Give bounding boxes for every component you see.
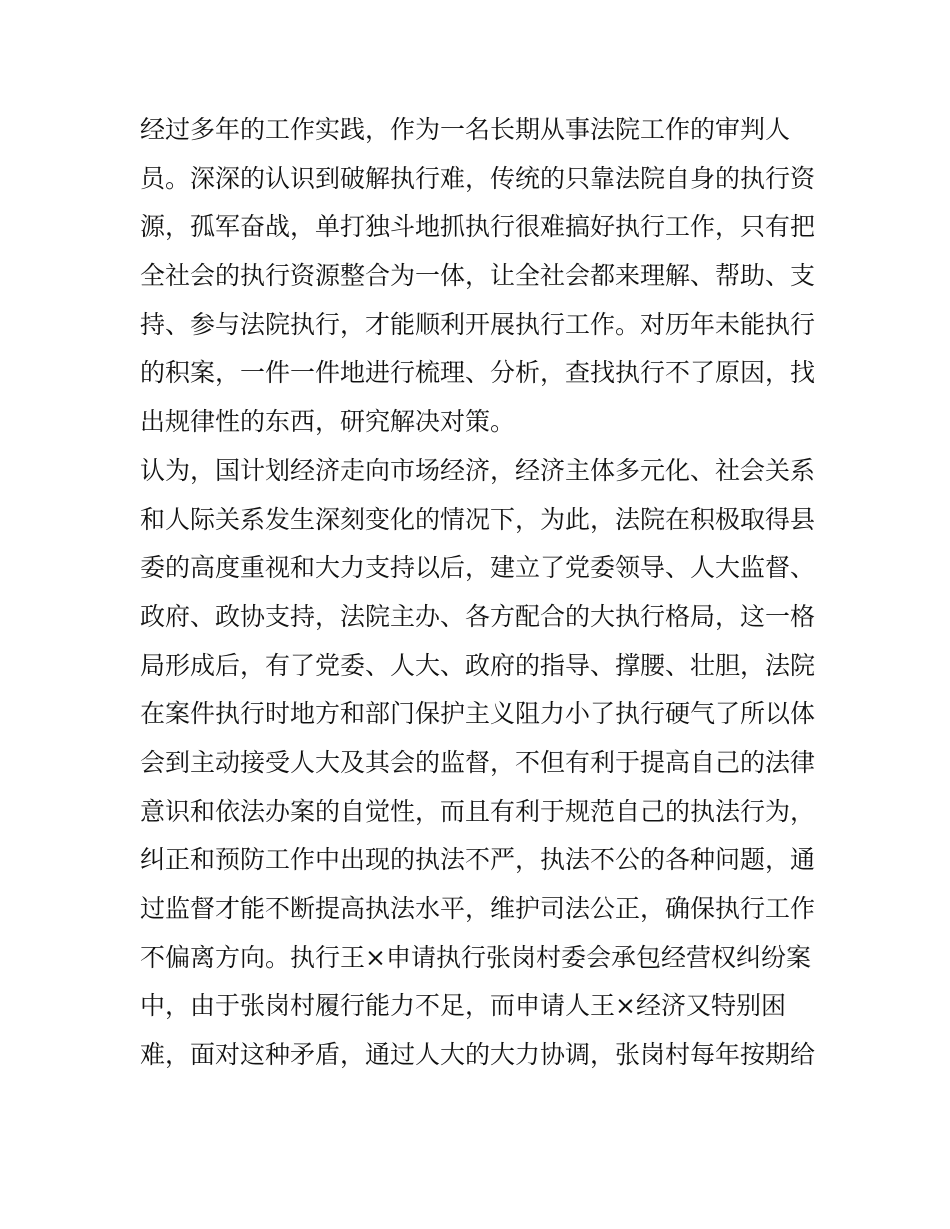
- text-line: 意识和依法办案的自觉性，而且有利于规范自己的执法行为，: [140, 796, 816, 826]
- text-line: 中，由于张岗村履行能力不足，而申请人王×经济又特别困: [140, 991, 786, 1021]
- text-line: 员。深深的认识到破解执行难，传统的只靠法院自身的执行资: [140, 163, 816, 193]
- document-body: [140, 106, 820, 1080]
- text-line: 的积案，一件一件地进行梳理、分析，查找执行不了原因，找: [140, 358, 816, 388]
- text-line: 全社会的执行资源整合为一体，让全社会都来理解、帮助、支: [140, 261, 816, 291]
- text-line: 认为，国计划经济走向市场经济，经济主体多元化、社会关系: [140, 455, 816, 485]
- text-line: 会到主动接受人大及其会的监督，不但有利于提高自己的法律: [140, 747, 816, 777]
- text-line: 出规律性的东西，研究解决对策。: [140, 407, 516, 437]
- text-line: 经过多年的工作实践，作为一名长期从事法院工作的审判人: [140, 115, 791, 144]
- text-line: 纠正和预防工作中出现的执法不严，执法不公的各种问题，通: [140, 845, 816, 875]
- text-line: 持、参与法院执行，才能顺利开展执行工作。对历年未能执行: [140, 309, 816, 339]
- text-line: 在案件执行时地方和部门保护主义阻力小了执行硬气了所以体: [140, 699, 816, 729]
- text-line: 难，面对这种矛盾，通过人大的大力协调，张岗村每年按期给: [140, 1040, 816, 1070]
- text-line: 委的高度重视和大力支持以后，建立了党委领导、人大监督、: [140, 553, 816, 583]
- text-line: 不偏离方向。执行王×申请执行张岗村委会承包经营权纠纷案: [140, 942, 811, 972]
- text-line: 政府、政协支持，法院主办、各方配合的大执行格局，这一格: [140, 601, 816, 631]
- text-line: 过监督才能不断提高执法水平，维护司法公正，确保执行工作: [140, 894, 816, 923]
- text-line: 源，孤军奋战，单打独斗地抓执行很难搞好执行工作，只有把: [140, 212, 816, 242]
- text-line: 局形成后，有了党委、人大、政府的指导、撑腰、壮胆，法院: [140, 650, 816, 680]
- text-line: 和人际关系发生深刻变化的情况下，为此，法院在积极取得县: [140, 504, 816, 534]
